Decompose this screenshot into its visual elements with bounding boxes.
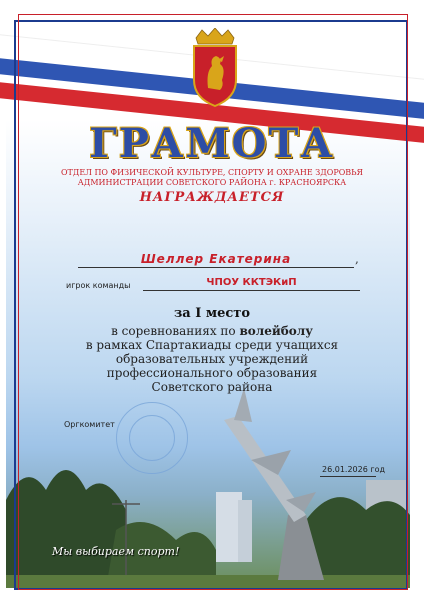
subtitle-line1: ОТДЕЛ ПО ФИЗИЧЕСКОЙ КУЛЬТУРЕ, СПОРТУ И ОХРАНЕ ЗДОРОВЬЯ (61, 168, 363, 177)
date-suffix: год (370, 465, 385, 474)
competition-text: в соревнованиях по (111, 324, 240, 338)
spartakiad-line: в рамках Спартакиады среди учащихся (85, 338, 339, 352)
district-line: Советского района (151, 380, 273, 394)
team-label: игрок команды (66, 281, 131, 290)
issue-date (322, 465, 385, 474)
slogan: Мы выбираем спорт! (52, 545, 180, 558)
organizing-committee: Оргкомитет (64, 420, 115, 429)
stamp-inner-ring (129, 415, 175, 461)
date-value: 26.01.2026 (322, 465, 368, 474)
date-underline (320, 476, 376, 477)
team-name: ЧПОУ ККТЭКиП (206, 277, 297, 288)
sport-name: волейболу (239, 324, 313, 338)
comma: , (355, 252, 359, 266)
coat-of-arms-icon (188, 28, 242, 108)
competition-line (40, 324, 384, 338)
certificate-title: ГРАМОТА (89, 120, 335, 167)
recipient-name: Шеллер Екатерина (140, 252, 292, 266)
stamp-icon (116, 402, 188, 474)
institutions-line: образовательных учреждений (115, 352, 309, 366)
awarded-label: НАГРАЖДАЕТСЯ (139, 190, 285, 205)
team-underline (143, 290, 360, 291)
subtitle-line2: АДМИНИСТРАЦИИ СОВЕТСКОГО РАЙОНА г. КРАСНОЯРСКА (77, 178, 347, 187)
name-underline (78, 267, 354, 268)
education-line: профессионального образования (106, 366, 318, 380)
place-result: за I место (173, 306, 251, 321)
